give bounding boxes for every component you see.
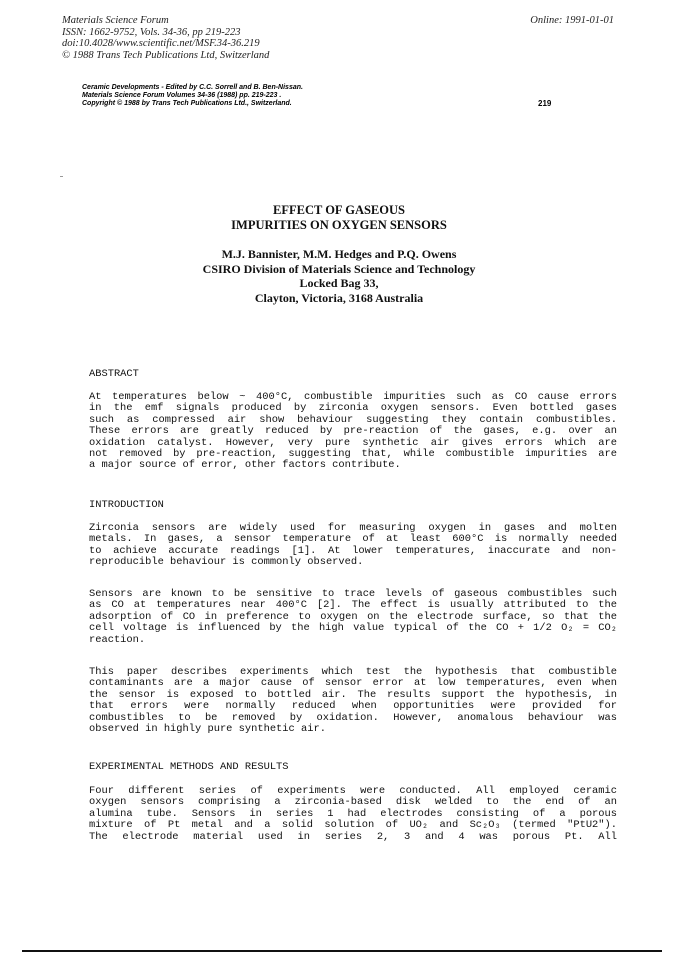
text-line: cell voltage is influenced by the high value typical of the CO + 1/2 O₂ = CO₂: [89, 622, 617, 635]
header-line-3: Copyright © 1988 by Trans Tech Publications Ltd., Switzerland.: [82, 100, 292, 107]
proceedings-header: [82, 84, 562, 108]
text-line: a major source of error, other factors contribute.: [89, 459, 401, 472]
text-line: the sensor is exposed to bottled air. The results support the hypothesis, in: [89, 688, 617, 701]
introduction-paragraph-3: [89, 667, 617, 735]
header-line-2: Materials Science Forum Volumes 34-36 (1988) pp. 219-223 .: [82, 92, 282, 99]
text-line: reaction.: [89, 633, 146, 646]
text-line: adsorption of CO in preference to oxygen on the electrode surface, so that the: [89, 610, 617, 623]
text-line: These errors are greatly reduced by pre-reaction of the gases, e.g. over an: [89, 425, 617, 438]
text-line: reproducible behaviour is commonly observed.: [89, 556, 364, 569]
text-line: The electrode material used in series 2, 3 and 4 was porous Pt. All: [89, 830, 617, 843]
text-line: that errors were normally reduced when opportunities were provided for: [89, 700, 617, 713]
copyright-line: © 1988 Trans Tech Publications Ltd, Switzerland: [62, 49, 270, 61]
title-line-1: EFFECT OF GASEOUS: [273, 203, 405, 217]
text-line: contaminants are a major cause of sensor error at low temperatures, even when: [89, 677, 617, 690]
abstract-paragraph: [89, 392, 617, 472]
address-line-2: Clayton, Victoria, 3168 Australia: [254, 290, 424, 305]
text-line: such as compressed air show behaviour suggesting they contain combustibles.: [89, 413, 617, 426]
text-line: not removed by pre-reaction, suggesting that, while combustible impurities are: [89, 448, 617, 461]
page-number: 219: [538, 99, 552, 108]
text-line: This paper describes experiments which test the hypothesis that combustible: [89, 666, 617, 678]
text-line: observed in highly pure synthetic air.: [89, 723, 326, 736]
text-line: oxygen sensors comprising a zirconia-based disk welded to the end of an: [89, 796, 617, 809]
issn-line: ISSN: 1662-9752, Vols. 34-36, pp 219-223: [62, 26, 241, 38]
text-line: Four different series of experiments were conducted. All employed ceramic: [89, 785, 617, 797]
author-block: [0, 247, 678, 305]
header-line-1: Ceramic Developments - Edited by C.C. Sorrell and B. Ben-Nissan.: [82, 84, 303, 91]
methods-heading: EXPERIMENTAL METHODS AND RESULTS: [89, 761, 289, 773]
text-line: metals. In gases, a sensor temperature of at least 600°C is normally needed: [89, 533, 617, 546]
methods-paragraph-1: [89, 786, 617, 843]
online-date: Online: 1991-01-01: [530, 15, 614, 26]
author-names: M.J. Bannister, M.M. Hedges and P.Q. Owens: [221, 247, 457, 261]
text-line: alumina tube. Sensors in series 1 had electrodes consisting of a porous: [89, 807, 617, 820]
address-line-1: Locked Bag 33,: [299, 276, 379, 291]
text-line: in the emf signals produced by zirconia oxygen sensors. Even bottled gases: [89, 402, 617, 415]
text-line: mixture of Pt metal and a solid solution of UO₂ and Sc₂O₃ (termed "PtU2").: [89, 819, 617, 832]
text-line: Sensors are known to be sensitive to trace levels of gaseous combustibles such: [89, 588, 617, 600]
doi-line: doi:10.4028/www.scientific.net/MSF.34-36.219: [62, 38, 260, 50]
text-line: Zirconia sensors are widely used for measuring oxygen in gases and molten: [89, 522, 617, 534]
bottom-rule: [22, 950, 662, 952]
journal-name: Materials Science Forum: [62, 15, 169, 26]
text-line: as CO at temperatures near 400°C [2]. The effect is usually attributed to the: [89, 599, 617, 612]
introduction-paragraph-2: [89, 589, 617, 646]
paper-title: [0, 203, 678, 232]
title-line-2: IMPURITIES ON OXYGEN SENSORS: [231, 217, 447, 232]
affiliation: CSIRO Division of Materials Science and Technology: [202, 261, 476, 276]
text-line: combustibles to be removed by oxidation. However, anomalous behaviour was: [89, 711, 617, 724]
introduction-paragraph-1: [89, 523, 617, 569]
scan-mark: [60, 176, 63, 177]
text-line: to achieve accurate readings [1]. At lower temperatures, inaccurate and non-: [89, 544, 617, 557]
publication-metadata: [62, 15, 622, 61]
introduction-heading: INTRODUCTION: [89, 499, 164, 511]
abstract-heading: ABSTRACT: [89, 368, 139, 380]
text-line: At temperatures below ~ 400°C, combustible impurities such as CO cause errors: [89, 391, 617, 403]
text-line: oxidation catalyst. However, very pure synthetic air gives errors which are: [89, 436, 617, 449]
